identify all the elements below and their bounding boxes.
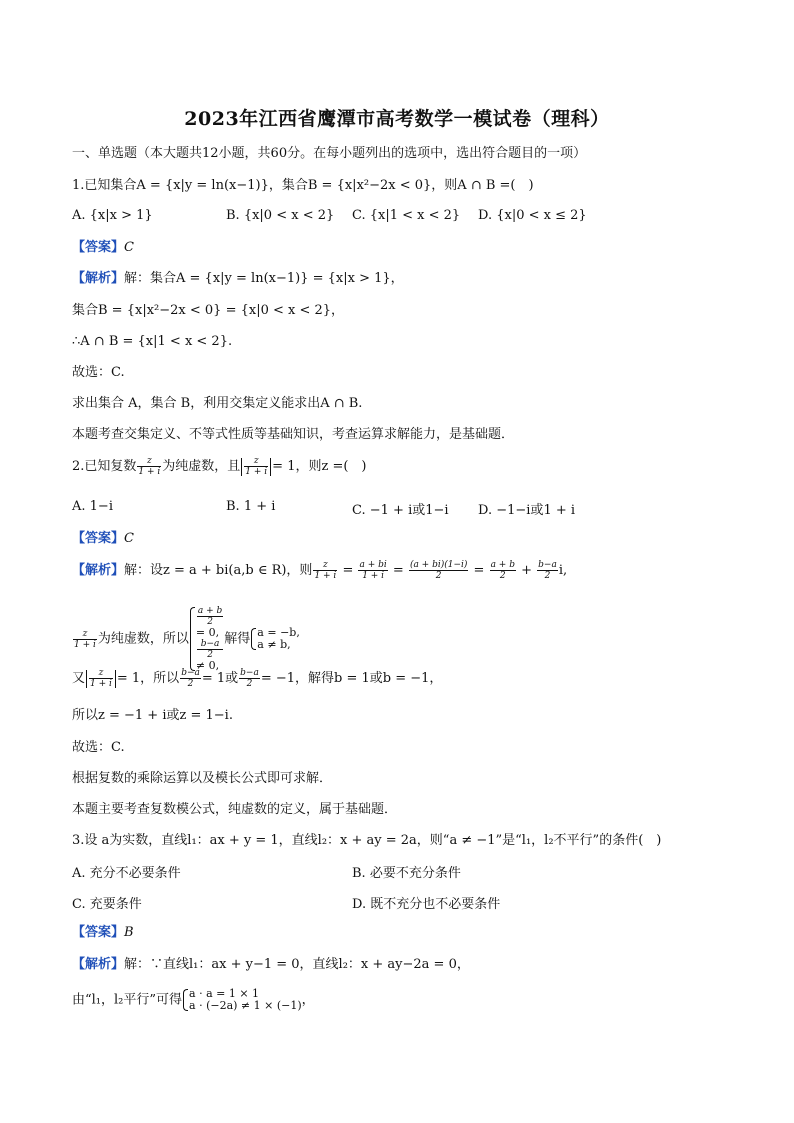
q2-analysis-line-5: 故选：C.	[72, 740, 125, 755]
q2-analysis-line-1: 【解析】解：设z = a + bi(a,b ∈ R)，则 $\frac{z}{1 + i}$ = $\frac{a + bi}{1 + i}$ = $\frac{(a + bi)(1-i)}{2}$ = $\frac{a + b}{2}$ + $\frac{b-a}{2}$ i,	[72, 560, 568, 581]
q2-analysis-text-3a: 又	[72, 671, 86, 686]
analysis-tag: 【解析】	[72, 957, 125, 972]
q2-stem-part-3: = 1，则z =( )	[272, 459, 367, 474]
q2-frac-8: $\frac{b-a}{2}$	[181, 668, 200, 689]
q1-option-b[interactable]: B. {x|0 < x < 2}	[226, 208, 335, 223]
q2-option-c[interactable]: C. −1 + i或1−i	[352, 503, 449, 518]
q2-analysis-line-7: 本题主要考查复数模公式，纯虚数的定义，属于基础题．	[72, 802, 398, 817]
q3-option-d[interactable]: D. 既不充分也不必要条件	[352, 897, 501, 912]
q2-option-a[interactable]: A. 1−i	[72, 499, 113, 514]
q2-stem-part-1: 2.已知复数	[72, 459, 137, 474]
section-heading: 一、单选题（本大题共12小题，共60分。在每小题列出的选项中，选出符合题目的一项）	[72, 146, 587, 161]
answer-tag: 【答案】	[72, 925, 125, 940]
q2-option-b[interactable]: B. 1 + i	[226, 499, 276, 514]
q2-system-1: a + b 2 = 0, b−a 2 ≠ 0,	[189, 606, 224, 672]
q3-analysis-text-1: 解：∵直线l₁：ax + y−1 = 0，直线l₂：x + ay−2a = 0，	[124, 957, 470, 972]
q1-analysis-text-1: 解：集合A = {x|y = ln(x−1)} = {x|x > 1}，	[124, 271, 404, 286]
q2-analysis-text-2a: 为纯虚数，所以	[97, 631, 189, 647]
q2-frac-3: $\frac{(a + bi)(1-i)}{2}$	[409, 560, 468, 581]
answer-tag: 【答案】	[72, 240, 125, 255]
q1-option-c[interactable]: C. {x|1 < x < 2}	[352, 208, 461, 223]
q2-analysis-text-3b: = 1，所以	[116, 671, 180, 686]
q2-frac-6: $\frac{z}{1 + i}$	[74, 628, 96, 650]
answer-tag: 【答案】	[72, 531, 125, 546]
q2-stem-part-2: 为纯虚数，且	[162, 459, 241, 474]
question-2-stem	[72, 456, 367, 477]
q1-analysis-line-5: 求出集合 A，集合 B，利用交集定义能求出A ∩ B.	[72, 396, 363, 411]
q3-option-a[interactable]: A. 充分不必要条件	[72, 866, 181, 881]
q1-answer-value: C	[124, 240, 134, 255]
q2-analysis-text-1b: i,	[558, 563, 568, 578]
q1-analysis-line-2: 集合B = {x|x²−2x < 0} = {x|0 < x < 2}，	[72, 303, 345, 318]
q3-system: a · a = 1 × 1 a · (−2a) ≠ 1 × (−1)	[182, 988, 302, 1012]
q2-fraction-z-abs: $\frac{z}{1 + i}$	[245, 456, 268, 477]
q2-analysis-line-2	[72, 606, 300, 672]
q2-frac-2: $\frac{a + bi}{1 + i}$	[359, 560, 387, 581]
q1-analysis-line-1	[72, 270, 404, 288]
q2-frac-1: $\frac{z}{1 + i}$	[314, 560, 337, 581]
q1-analysis-line-6: 本题考查交集定义、不等式性质等基础知识，考查运算求解能力，是基础题．	[72, 427, 515, 442]
q3-analysis-line-1	[72, 956, 470, 974]
q2-analysis-text-1: 解：设z = a + bi(a,b ∈ R)，则	[124, 563, 313, 578]
q3-answer	[72, 924, 134, 942]
q2-frac-5: $\frac{b-a}{2}$	[538, 560, 557, 581]
q3-option-b[interactable]: B. 必要不充分条件	[352, 866, 461, 881]
q2-answer-value: C	[124, 531, 134, 546]
q1-analysis-line-4: 故选：C.	[72, 365, 125, 380]
q3-analysis-text-2a: 由“l₁，l₂平行”可得	[72, 992, 183, 1008]
q2-analysis-line-6: 根据复数的乘除运算以及模长公式即可求解．	[72, 771, 333, 786]
q3-answer-value: B	[124, 925, 134, 940]
q1-option-d[interactable]: D. {x|0 < x ≤ 2}	[478, 208, 587, 223]
analysis-tag: 【解析】	[72, 271, 125, 286]
page-title: 2023年江西省鹰潭市高考数学一模试卷（理科）	[184, 108, 610, 130]
q2-frac-4: $\frac{a + b}{2}$	[490, 560, 515, 581]
q1-answer	[72, 239, 134, 257]
q2-analysis-text-3c: = 1或	[201, 671, 239, 686]
q2-frac-9: $\frac{b-a}{2}$	[240, 668, 259, 689]
q1-option-a[interactable]: A. {x|x > 1}	[72, 208, 153, 223]
q2-analysis-text-2b: 解得	[224, 631, 251, 647]
q3-analysis-line-2	[72, 988, 315, 1012]
q3-analysis-text-2b: ，	[301, 992, 315, 1008]
question-3-stem: 3.设 a为实数，直线l₁：ax + y = 1，直线l₂：x + ay = 2a，则“a ≠ −1”是“l₁，l₂不平行”的条件( )	[72, 833, 662, 848]
q3-option-c[interactable]: C. 充要条件	[72, 897, 142, 912]
q2-frac-7: $\frac{z}{1 + i}$	[90, 668, 112, 689]
q1-analysis-line-3: ∴A ∩ B = {x|1 < x < 2}.	[72, 334, 233, 349]
q2-option-d[interactable]: D. −1−i或1 + i	[478, 503, 576, 518]
q2-analysis-text-3d: = −1，解得b = 1或b = −1，	[260, 671, 443, 686]
q2-analysis-line-4: 所以z = −1 + i或z = 1−i.	[72, 708, 233, 723]
q2-fraction-z: $\frac{z}{1 + i}$	[138, 456, 161, 477]
q2-analysis-line-3	[72, 668, 442, 689]
q2-system-2: a = −b, a ≠ b,	[250, 627, 300, 651]
analysis-tag: 【解析】	[72, 563, 125, 578]
q2-answer	[72, 530, 134, 548]
question-1-stem: 1.已知集合A = {x|y = ln(x−1)}，集合B = {x|x²−2x < 0}，则A ∩ B =( )	[72, 178, 534, 193]
